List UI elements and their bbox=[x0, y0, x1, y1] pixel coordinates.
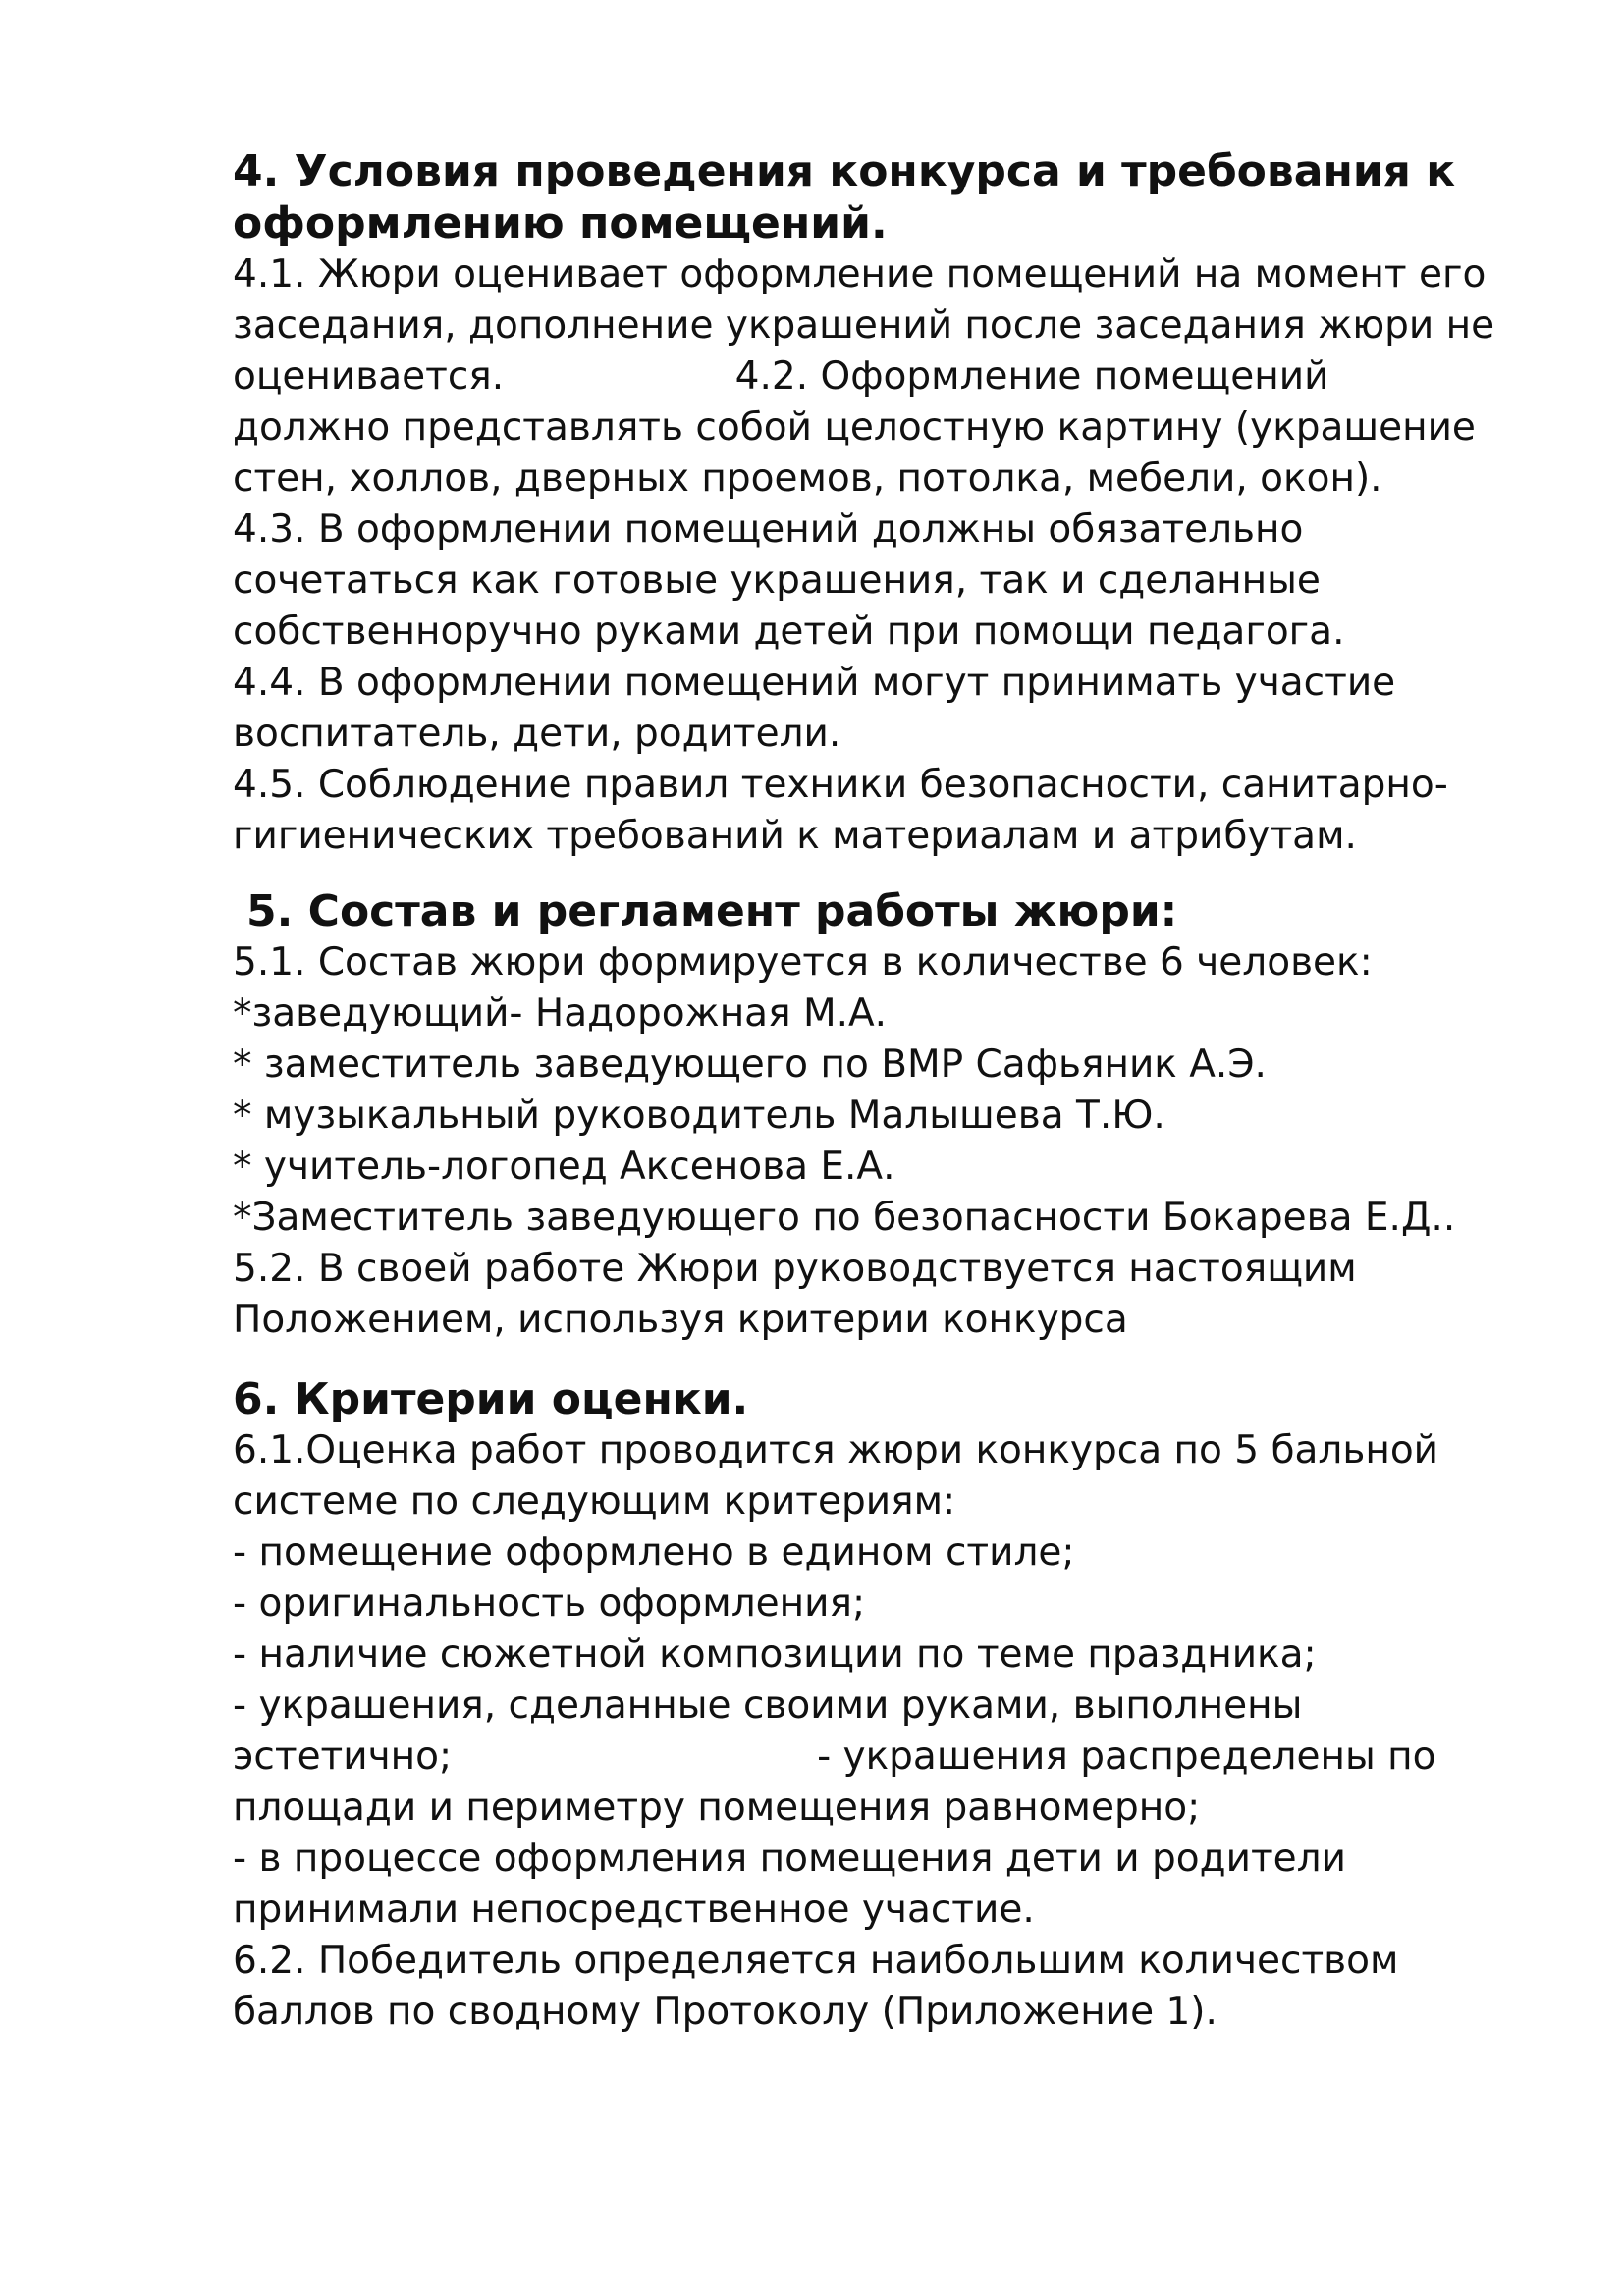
section-6-text-line: - помещение оформлено в едином стиле; bbox=[233, 1530, 1075, 1575]
section-4-text-line: 4.5. Соблюдение правил техники безопасности, санитарно- bbox=[233, 763, 1448, 807]
section-4-text-line: собственноручно руками детей при помощи педагога. bbox=[233, 610, 1345, 654]
section-6-text-line: - украшения, сделанные своими руками, выполнены bbox=[233, 1683, 1303, 1728]
section-5-text-line: * заместитель заведующего по ВМР Сафьяник А.Э. bbox=[233, 1042, 1267, 1087]
section-5-text-line: * музыкальный руководитель Малышева Т.Ю. bbox=[233, 1094, 1165, 1138]
section-5-text-line: 5.1. Состав жюри формируется в количестве 6 человек: bbox=[233, 940, 1373, 985]
section-4-heading-line-2: оформлению помещений. bbox=[233, 198, 888, 248]
section-6-text-line: 6.1.Оценка работ проводится жюри конкурса по 5 бальной bbox=[233, 1428, 1439, 1472]
section-6-text-line: баллов по сводному Протоколу (Приложение 1). bbox=[233, 1990, 1217, 2034]
section-6-text-line: - оригинальность оформления; bbox=[233, 1581, 866, 1626]
section-4-text-line: воспитатель, дети, родители. bbox=[233, 712, 841, 756]
section-6-text-line: эстетично; - украшения распределены по bbox=[233, 1735, 1436, 1779]
section-6-heading: 6. Критерии оценки. bbox=[233, 1374, 749, 1424]
section-4-heading-line-1: 4. Условия проведения конкурса и требования к bbox=[233, 146, 1456, 196]
section-4-text-line: гигиенических требований к материалам и атрибутам. bbox=[233, 814, 1357, 858]
section-6-criteria bbox=[233, 1373, 1539, 2038]
section-6-text-line: - наличие сюжетной композиции по теме праздника; bbox=[233, 1632, 1317, 1677]
section-4-text-line: стен, холлов, дверных проемов, потолка, мебели, окон). bbox=[233, 456, 1382, 501]
section-4-text-line: 4.3. В оформлении помещений должны обязательно bbox=[233, 507, 1304, 552]
section-4-text-line: заседания, дополнение украшений после заседания жюри не bbox=[233, 303, 1495, 347]
section-6-text-line: площади и периметру помещения равномерно; bbox=[233, 1786, 1201, 1830]
section-5-text-line: * учитель-логопед Аксенова Е.А. bbox=[233, 1145, 895, 1189]
section-5-text-line: *Заместитель заведующего по безопасности Бокарева Е.Д.. bbox=[233, 1196, 1456, 1240]
section-5-text-line: *заведующий- Надорожная М.А. bbox=[233, 991, 888, 1036]
section-4-text-line: оценивается. 4.2. Оформление помещений bbox=[233, 354, 1329, 399]
section-5-text-line: 5.2. В своей работе Жюри руководствуется настоящим bbox=[233, 1247, 1357, 1291]
section-5-heading: 5. Состав и регламент работы жюри: bbox=[246, 886, 1178, 936]
section-4-text-line: 4.1. Жюри оценивает оформление помещений на момент его bbox=[233, 252, 1487, 296]
section-4-text-line: сочетаться как готовые украшения, так и сделанные bbox=[233, 559, 1321, 603]
section-5-text-line: Положением, используя критерии конкурса bbox=[233, 1298, 1128, 1342]
section-5-jury bbox=[233, 885, 1539, 1346]
section-6-text-line: 6.2. Победитель определяется наибольшим количеством bbox=[233, 1939, 1399, 1983]
section-6-text-line: - в процессе оформления помещения дети и родители bbox=[233, 1837, 1346, 1881]
section-6-text-line: системе по следующим критериям: bbox=[233, 1479, 956, 1523]
document-page bbox=[233, 145, 1539, 2038]
section-4-conditions bbox=[233, 145, 1539, 862]
section-4-text-line: должно представлять собой целостную картину (украшение bbox=[233, 405, 1476, 450]
section-4-text-line: 4.4. В оформлении помещений могут принимать участие bbox=[233, 661, 1396, 705]
section-6-text-line: принимали непосредственное участие. bbox=[233, 1888, 1035, 1932]
